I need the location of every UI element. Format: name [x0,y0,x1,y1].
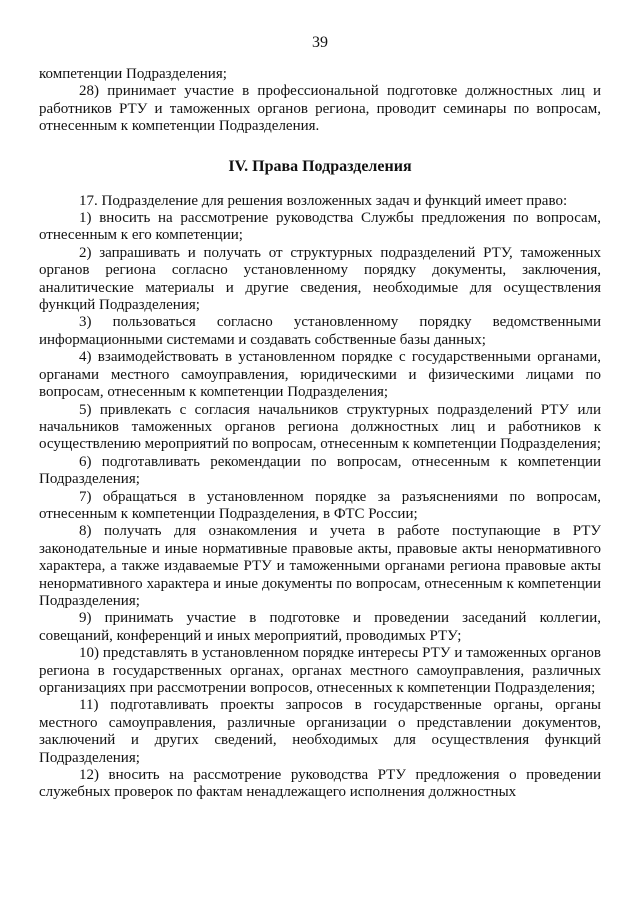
page-number: 39 [312,34,328,51]
paragraph-item-28: 28) принимает участие в профессиональной подготовке должностных лиц и работников РТУ и таможенных органов региона, проводит семинары по вопросам, отнесенным к компетенции Подразделения. [39,83,601,135]
rights-item-6: 6) подготавливать рекомендации по вопросам, отнесенным к компетенции Подразделения; [39,453,601,488]
rights-item-3: 3) пользоваться согласно установленному порядку ведомственными информационными системами и создавать собственные базы данных; [39,314,601,348]
paragraph-intro: 17. Подразделение для решения возложенных задач и функций имеет право: [79,192,568,209]
rights-item-12: 12) вносить на рассмотрение руководства РТУ предложения о проведении служебных проверок по фактам ненадлежащего исполнения должностных [39,767,601,801]
rights-item-4: 4) взаимодействовать в установленном порядке с государственными органами, органами местного самоуправления, юридическими и физическими лицами по вопросам, отнесенным к компетенции Подразделения; [39,349,601,401]
document-body [39,66,601,802]
rights-item-9: 9) принимать участие в подготовке и проведении заседаний коллегии, совещаний, конференций и иных мероприятий, проводимых РТУ; [39,610,601,644]
rights-item-10: 10) представлять в установленном порядке интересы РТУ и таможенных органов региона в государственных органах, органах местного самоуправления, различных организациях при рассмотрении вопросов, отнесенных к компетенции Подразделения; [39,645,601,696]
rights-item-7: 7) обращаться в установленном порядке за разъяснениями по вопросам, отнесенным к компетенции Подразделения, в ФТС России; [39,488,601,522]
rights-item-11: 11) подготавливать проекты запросов в государственные органы, органы местного самоуправления, различные организации о представлении документов, заключений и других сведений, необходимых для осуществления функций Подразделения; [39,697,601,766]
rights-item-1: 1) вносить на рассмотрение руководства Службы предложения по вопросам, отнесенным к его компетенции; [39,210,601,244]
rights-item-8: 8) получать для ознакомления и учета в работе поступающие в РТУ законодательные и иные нормативные правовые акты, правовые акты ненормативного характера, а также издаваемые РТУ и таможенными органами региона правовые акты ненормативного характера и иные документы по вопросам, отнесенным к компетенции Подразделения; [39,523,601,609]
rights-item-2: 2) запрашивать и получать от структурных подразделений РТУ, таможенных органов региона согласно установленному порядку документы, заключения, аналитические материалы и другие сведения, необходимые для осуществления функций Подразделения; [39,244,601,314]
rights-item-5: 5) привлекать с согласия начальников структурных подразделений РТУ или начальников таможенных органов региона должностных лиц и работников к осуществлению мероприятий по вопросам, отнесенным к компетенции Подразделения; [39,401,601,453]
section-title: IV. Права Подразделения [228,157,412,175]
paragraph-continuation: компетенции Подразделения; [39,66,227,82]
